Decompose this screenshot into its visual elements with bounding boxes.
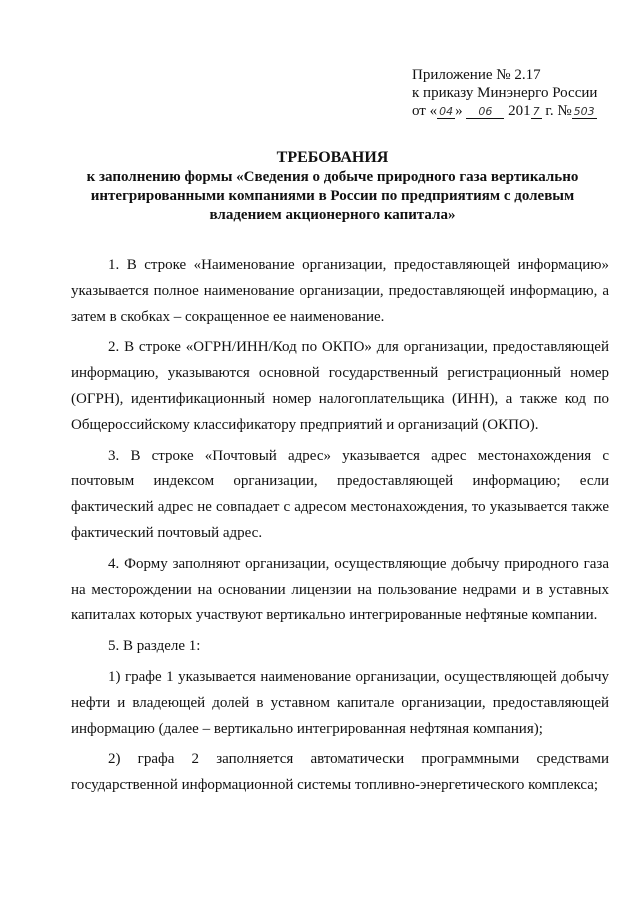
paragraph-5-item-1: 1) графе 1 указывается наименование организации, осуществляющей добычу нефти и владеющей долей в уставном капитале организации, предоставляющей информацию (далее – вертикально интегрированная нефтяная компания); bbox=[71, 668, 609, 737]
date-suffix: г. № bbox=[541, 103, 572, 119]
paragraph-5-item-2: 2) графа 2 заполняется автоматически программными средствами государственной информационной системы топливно-энергетического комплекса; bbox=[71, 751, 609, 794]
paragraph-3: 3. В строке «Почтовый адрес» указывается адрес местонахождения с почтовым индексом организации, предоставляющей информацию; если фактический адрес не совпадает с адресом местонахождения, то указывается также фактический почтовый адрес. bbox=[71, 447, 609, 541]
document-title bbox=[60, 148, 605, 225]
date-month-handwritten: 06 bbox=[466, 106, 504, 119]
date-mid: » bbox=[455, 103, 463, 119]
order-number-handwritten: 503 bbox=[573, 105, 595, 118]
appendix-order-ref: к приказу Минэнерго России bbox=[412, 85, 598, 101]
appendix-header bbox=[412, 66, 622, 120]
title-subtitle: к заполнению формы «Сведения о добыче природного газа вертикально интегрированными компаниями в России по предприятиям с долевым владением акционерного капитала» bbox=[86, 169, 579, 223]
paragraph-4: 4. Форму заполняют организации, осуществляющие добычу природного газа на месторождении на основании лицензии на пользование недрами и в уставных капиталах которых участвуют вертикально интегрированные нефтяные компании. bbox=[71, 555, 609, 624]
date-year-prefix: 201 bbox=[508, 103, 531, 119]
date-year-digit-handwritten: 7 bbox=[532, 105, 540, 118]
date-day-handwritten: 04 bbox=[439, 105, 454, 118]
paragraph-2: 2. В строке «ОГРН/ИНН/Код по ОКПО» для организации, предоставляющей информацию, указываются основной государственный регистрационный номер (ОГРН), идентификационный номер налогоплательщика (ИНН), а также код по Общероссийскому классификатору предприятий и организаций (ОКПО). bbox=[71, 339, 609, 433]
appendix-number: Приложение № 2.17 bbox=[412, 67, 541, 83]
date-prefix: от « bbox=[412, 103, 438, 119]
document-body bbox=[71, 253, 609, 804]
title-main: ТРЕБОВАНИЯ bbox=[276, 149, 389, 166]
appendix-date-line bbox=[412, 102, 622, 120]
paragraph-1: 1. В строке «Наименование организации, предоставляющей информацию» указывается полное наименование организации, предоставляющей информацию, а затем в скобках – сокращенное ее наименование. bbox=[71, 257, 609, 325]
paragraph-5: 5. В разделе 1: bbox=[108, 638, 201, 655]
